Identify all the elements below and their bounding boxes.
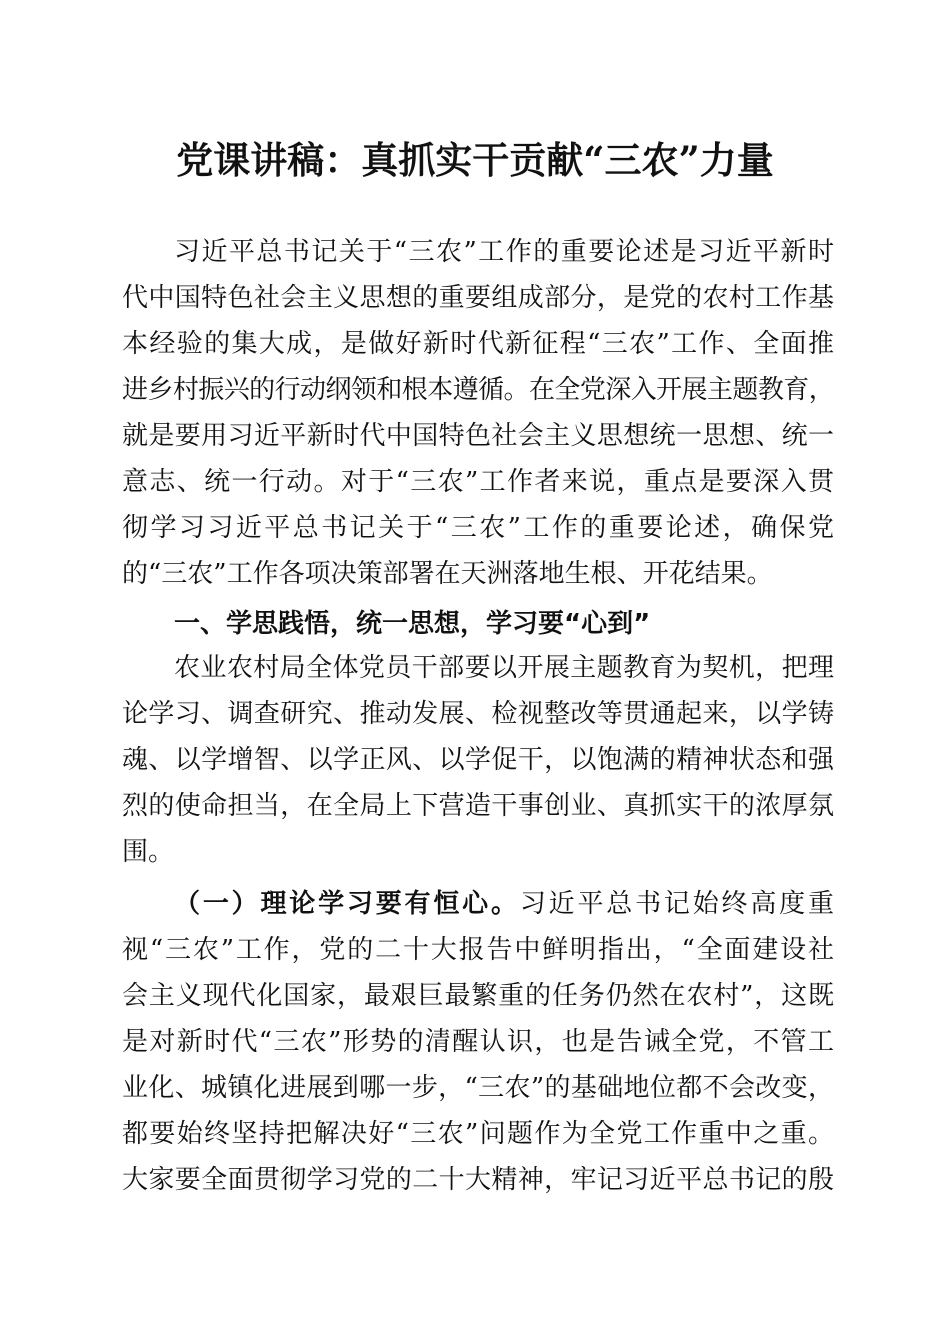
paragraph-line: 烈的使命担当，在全局上下营造干事创业、真抓实干的浓厚氛 xyxy=(122,791,834,821)
paragraph-line: 意志、统一行动。对于“三农”工作者来说，重点是要深入贯 xyxy=(122,467,834,497)
paragraph-line: 习近平总书记关于“三农”工作的重要论述是习近平新时 xyxy=(174,237,834,267)
paragraph-line: 会主义现代化国家，最艰巨最繁重的任务仍然在农村”，这既 xyxy=(122,981,834,1011)
paragraph-line: 论学习、调查研究、推动发展、检视整改等贯通起来，以学铸 xyxy=(122,699,834,729)
paragraph-line: 是对新时代“三农”形势的清醒认识，也是告诫全党，不管工 xyxy=(122,1027,834,1057)
paragraph-line: 大家要全面贯彻学习党的二十大精神，牢记习近平总书记的殷 xyxy=(122,1165,834,1195)
paragraph-line: 农业农村局全体党员干部要以开展主题教育为契机，把理 xyxy=(174,653,834,683)
paragraph-line: 视“三农”工作，党的二十大报告中鲜明指出，“全面建设社 xyxy=(122,935,834,965)
paragraph-line: 就是要用习近平新时代中国特色社会主义思想统一思想、统一 xyxy=(122,421,834,451)
paragraph-line: 魂、以学增智、以学正风、以学促干，以饱满的精神状态和强 xyxy=(122,745,834,775)
paragraph-line: 代中国特色社会主义思想的重要组成部分，是党的农村工作基 xyxy=(122,283,834,313)
paragraph-line: 围。 xyxy=(122,837,175,867)
section-heading: 一、学思践悟，统一思想，学习要“心到” xyxy=(174,609,651,639)
paragraph-line xyxy=(174,881,834,927)
paragraph-line: 都要始终坚持把解决好“三农”问题作为全党工作重中之重。 xyxy=(122,1119,834,1149)
paragraph-line: 本经验的集大成，是做好新时代新征程“三农”工作、全面推 xyxy=(122,329,834,359)
document-title: 党课讲稿：真抓实干贡献“三农”力量 xyxy=(176,138,774,182)
subheading-continuation: 习近平总书记始终高度重 xyxy=(519,889,834,919)
paragraph-line: 业化、城镇化进展到哪一步，“三农”的基础地位都不会改变， xyxy=(122,1073,834,1103)
paragraph-line: 彻学习习近平总书记关于“三农”工作的重要论述，确保党 xyxy=(122,513,834,543)
paragraph-line: 的“三农”工作各项决策部署在天洲落地生根、开花结果。 xyxy=(122,559,773,589)
paragraph-line: 进乡村振兴的行动纲领和根本遵循。在全党深入开展主题教育， xyxy=(122,375,834,405)
subheading: （一）理论学习要有恒心。 xyxy=(174,889,520,919)
